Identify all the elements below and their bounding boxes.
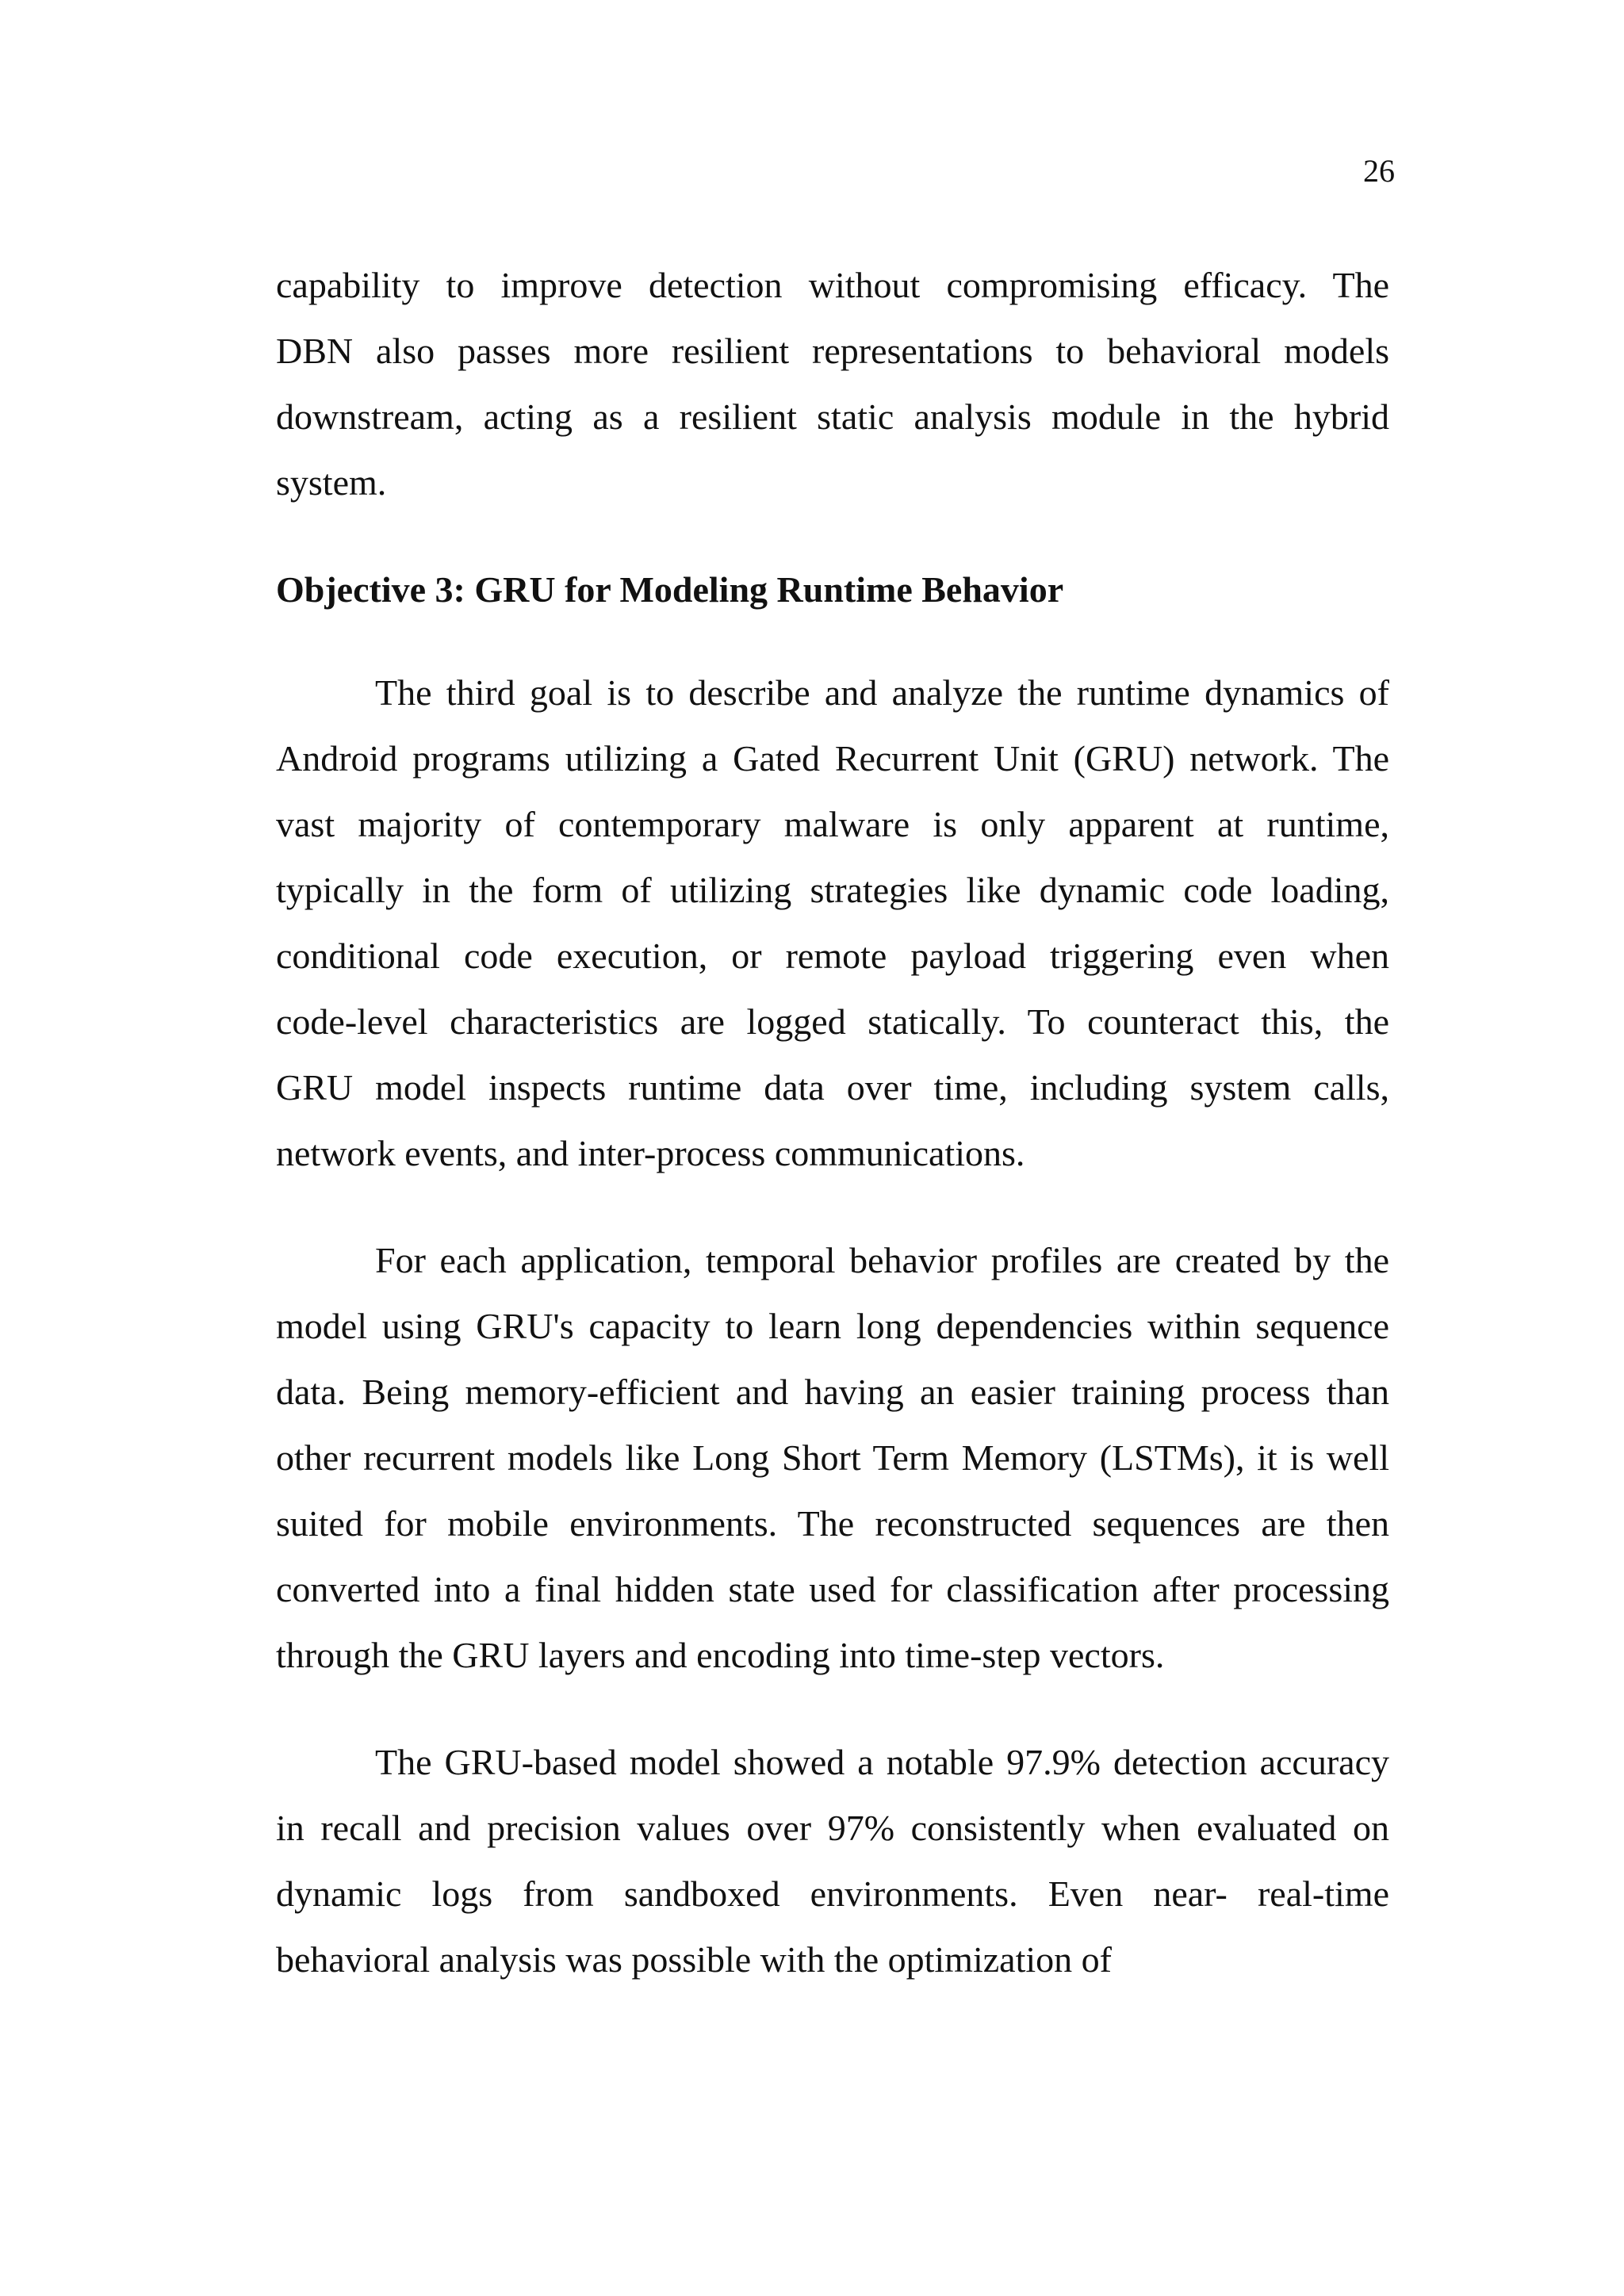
text-line: GRU model inspects runtime data over time, including system calls,: [276, 1067, 1389, 1108]
paragraph-intro-tail: [276, 252, 1389, 515]
text-line: The GRU-based model showed a notable 97.9% detection accuracy: [375, 1742, 1389, 1782]
text-line: other recurrent models like Long Short Term Memory (LSTMs), it is well: [276, 1437, 1389, 1478]
text-line: typically in the form of utilizing strategies like dynamic code loading,: [276, 870, 1389, 910]
text-line: model using GRU's capacity to learn long dependencies within sequence: [276, 1306, 1389, 1346]
page-number: 26: [1363, 153, 1395, 189]
text-line: The third goal is to describe and analyze the runtime dynamics of: [375, 672, 1389, 713]
text-line: network events, and inter-process communications.: [276, 1133, 1025, 1173]
paragraph-3: [276, 1729, 1389, 1992]
text-line: dynamic logs from sandboxed environments. Even near- real-time: [276, 1873, 1389, 1914]
text-line: vast majority of contemporary malware is only apparent at runtime,: [276, 804, 1389, 844]
text-line: downstream, acting as a resilient static analysis module in the hybrid: [276, 396, 1389, 437]
page-content: [276, 252, 1389, 1992]
text-line: behavioral analysis was possible with the optimization of: [276, 1939, 1112, 1980]
text-line: data. Being memory-efficient and having an easier training process than: [276, 1372, 1389, 1412]
section-heading: Objective 3: GRU for Modeling Runtime Behavior: [276, 569, 1064, 610]
text-line: DBN also passes more resilient representations to behavioral models: [276, 331, 1389, 371]
paragraph-1: [276, 660, 1389, 1186]
text-line: suited for mobile environments. The reconstructed sequences are then: [276, 1503, 1389, 1544]
text-line: in recall and precision values over 97% consistently when evaluated on: [276, 1808, 1389, 1848]
text-line: system.: [276, 462, 387, 503]
text-line: Android programs utilizing a Gated Recurrent Unit (GRU) network. The: [276, 738, 1389, 779]
text-line: code-level characteristics are logged statically. To counteract this, the: [276, 1001, 1389, 1042]
text-line: through the GRU layers and encoding into time-step vectors.: [276, 1635, 1165, 1675]
paragraph-2: [276, 1227, 1389, 1688]
text-line: capability to improve detection without compromising efficacy. The: [276, 265, 1389, 305]
text-line: conditional code execution, or remote payload triggering even when: [276, 936, 1389, 976]
text-line: converted into a final hidden state used for classification after processing: [276, 1569, 1389, 1609]
text-line: For each application, temporal behavior profiles are created by the: [375, 1240, 1389, 1280]
